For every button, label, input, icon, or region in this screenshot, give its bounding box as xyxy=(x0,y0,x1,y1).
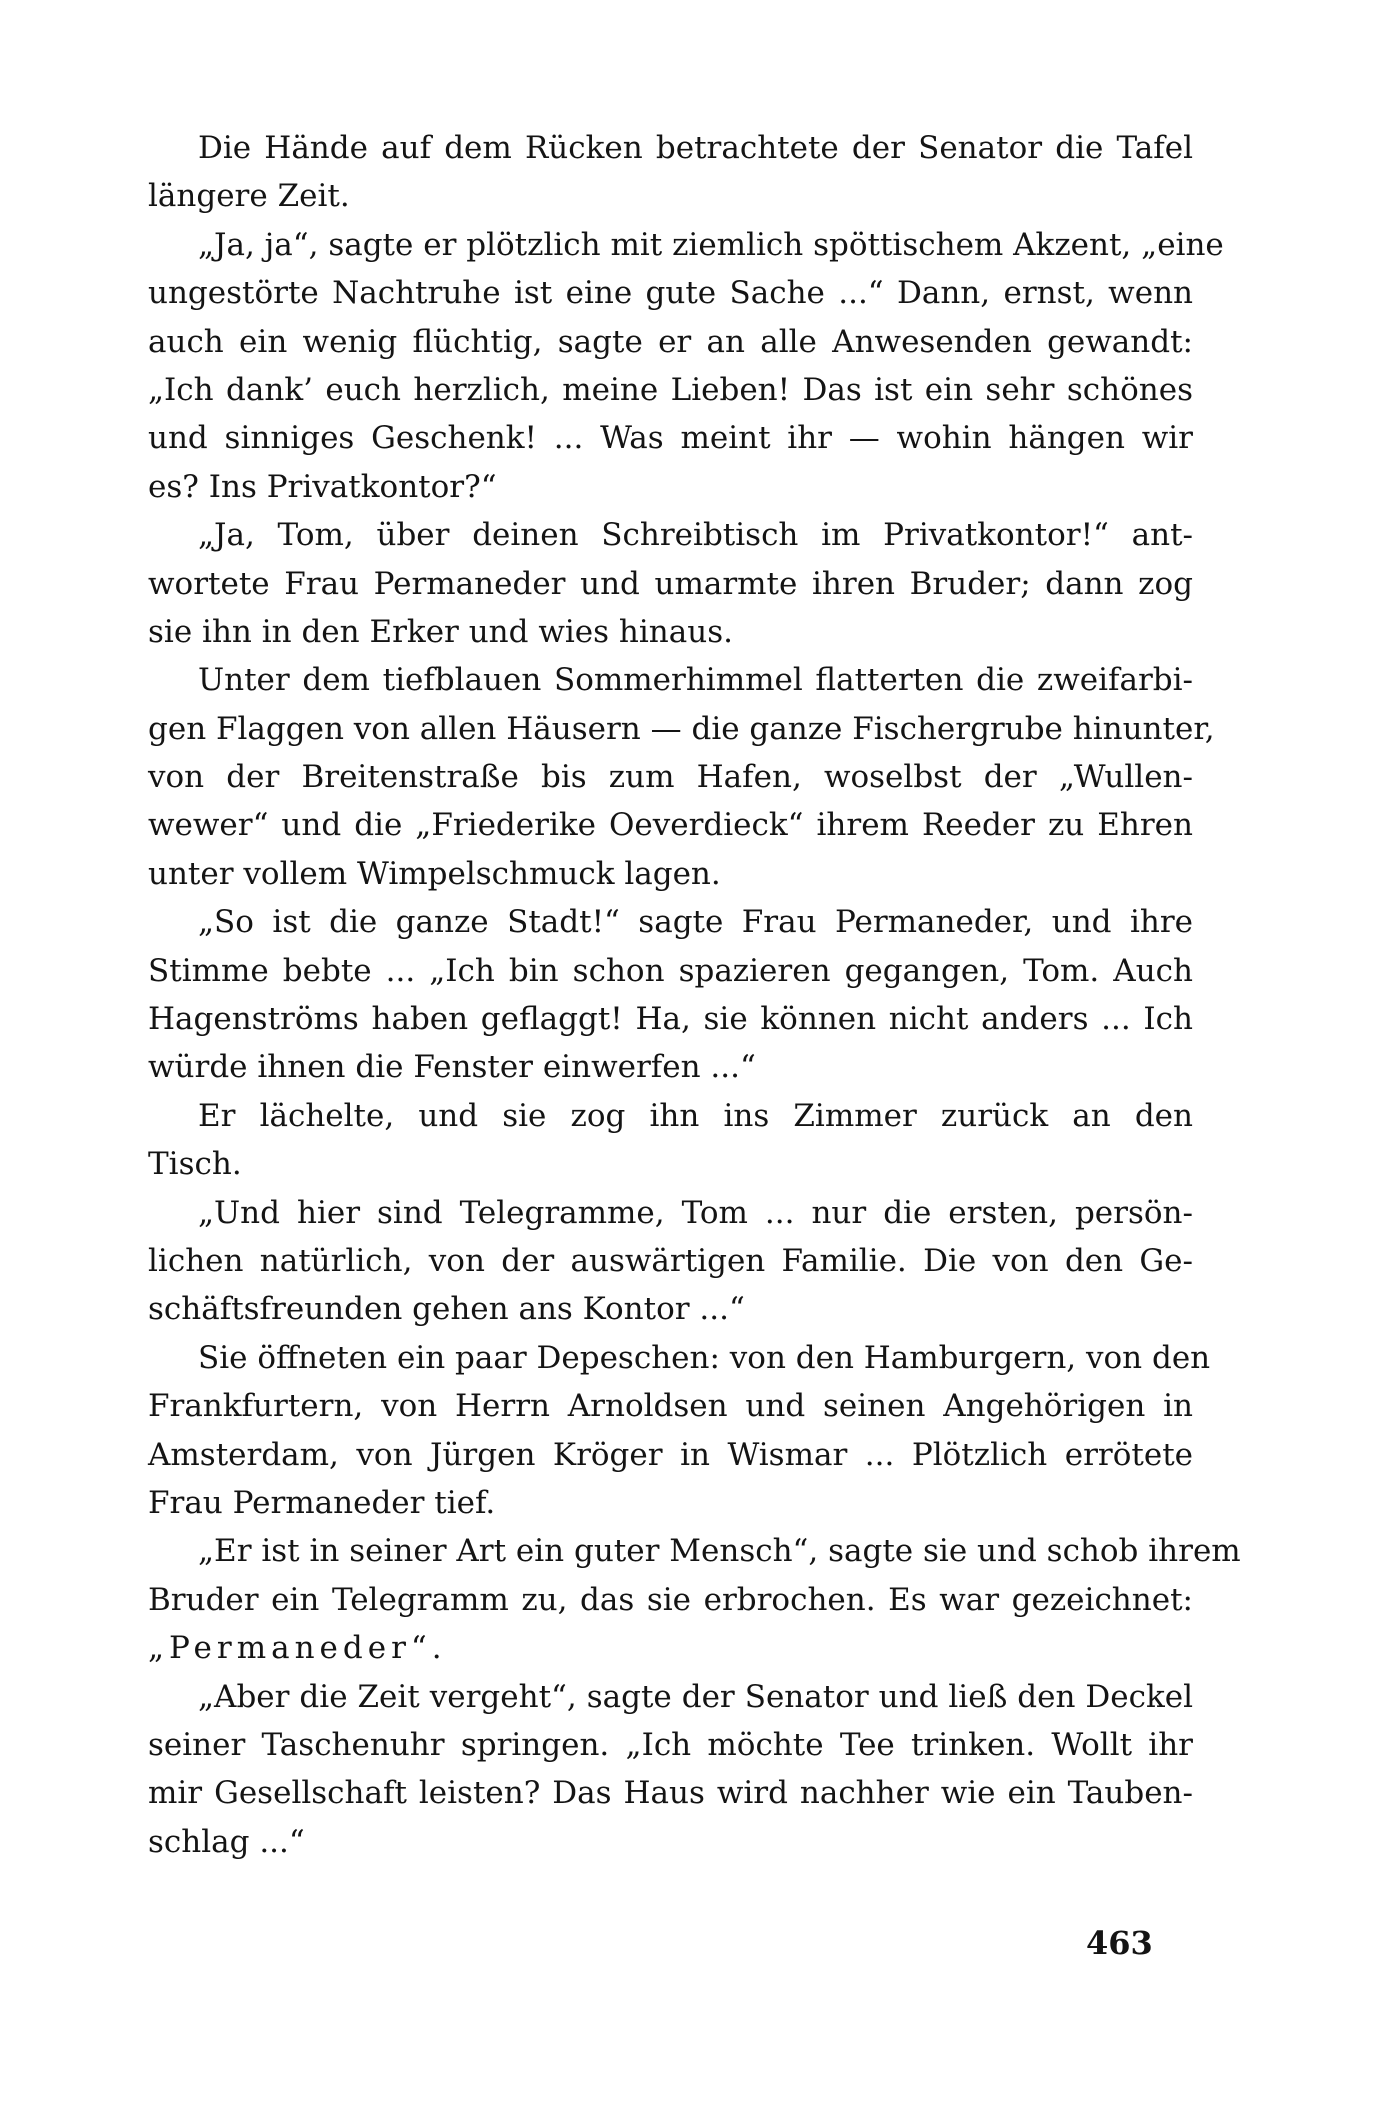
text-line: von der Breitenstraße bis zum Hafen, woselbst der „Wullen- xyxy=(148,759,1193,796)
text-line: wortete Frau Permaneder und umarmte ihren Bruder; dann zog xyxy=(148,565,1193,602)
text-line: seiner Taschenuhr springen. „Ich möchte Tee trinken. Wollt ihr xyxy=(148,1726,1193,1763)
text-line: schäftsfreunden gehen ans Kontor ...“ xyxy=(148,1291,745,1328)
text-line: und sinniges Geschenk! ... Was meint ihr — wohin hängen wir xyxy=(148,420,1193,457)
text-line: lichen natürlich, von der auswärtigen Familie. Die von den Ge- xyxy=(148,1242,1193,1279)
text-line: es? Ins Privatkontor?“ xyxy=(148,468,497,505)
text-line: „Er ist in seiner Art ein guter Mensch“, sagte sie und schob ihrem xyxy=(198,1533,1241,1570)
text-line: „Ja, Tom, über deinen Schreibtisch im Privatkontor!“ ant- xyxy=(198,517,1193,554)
text-line: Stimme bebte ... „Ich bin schon spazieren gegangen, Tom. Auch xyxy=(148,952,1193,989)
text-line: Bruder ein Telegramm zu, das sie erbrochen. Es war gezeichnet: xyxy=(148,1581,1193,1618)
text-line: schlag ...“ xyxy=(148,1823,305,1860)
text-line: ungestörte Nachtruhe ist eine gute Sache ...“ Dann, ernst, wenn xyxy=(148,275,1193,312)
text-line: Tisch. xyxy=(148,1146,242,1183)
text-line: Unter dem tiefblauen Sommerhimmel flatterten die zweifarbi- xyxy=(198,662,1193,699)
text-line: „Und hier sind Telegramme, Tom ... nur die ersten, persön- xyxy=(198,1194,1193,1231)
text-line: auch ein wenig flüchtig, sagte er an alle Anwesenden gewandt: xyxy=(148,323,1193,360)
text-line: gen Flaggen von allen Häusern — die ganze Fischergrube hinunter, xyxy=(148,710,1215,747)
text-line: Sie öffneten ein paar Depeschen: von den Hamburgern, von den xyxy=(198,1339,1211,1376)
body-text xyxy=(148,124,1241,1866)
text-line: unter vollem Wimpelschmuck lagen. xyxy=(148,855,721,892)
text-line: „Permaneder“. xyxy=(148,1630,447,1667)
text-line: Frankfurtern, von Herrn Arnoldsen und seinen Angehörigen in xyxy=(148,1388,1193,1425)
text-line: längere Zeit. xyxy=(148,178,350,215)
text-line: „Ich dank’ euch herzlich, meine Lieben! Das ist ein sehr schönes xyxy=(148,371,1193,408)
text-line: „Aber die Zeit vergeht“, sagte der Senator und ließ den Deckel xyxy=(198,1678,1193,1715)
text-line: Frau Permaneder tief. xyxy=(148,1484,496,1521)
text-line: mir Gesellschaft leisten? Das Haus wird nachher wie ein Tauben- xyxy=(148,1775,1193,1812)
text-line: Amsterdam, von Jürgen Kröger in Wismar ... Plötzlich errötete xyxy=(148,1436,1193,1473)
text-line: wewer“ und die „Friederike Oeverdieck“ ihrem Reeder zu Ehren xyxy=(148,807,1193,844)
text-line: Hagenströms haben geflaggt! Ha, sie können nicht anders ... Ich xyxy=(148,1001,1193,1038)
text-line: würde ihnen die Fenster einwerfen ...“ xyxy=(148,1049,756,1086)
text-line: Er lächelte, und sie zog ihn ins Zimmer zurück an den xyxy=(198,1097,1193,1134)
text-line: sie ihn in den Erker und wies hinaus. xyxy=(148,613,733,650)
text-line: Die Hände auf dem Rücken betrachtete der Senator die Tafel xyxy=(198,130,1193,166)
text-line: „Ja, ja“, sagte er plötzlich mit ziemlich spöttischem Akzent, „eine xyxy=(198,226,1224,263)
text-line: „So ist die ganze Stadt!“ sagte Frau Permaneder, und ihre xyxy=(198,904,1193,941)
page-number: 463 xyxy=(1086,1924,1153,1962)
